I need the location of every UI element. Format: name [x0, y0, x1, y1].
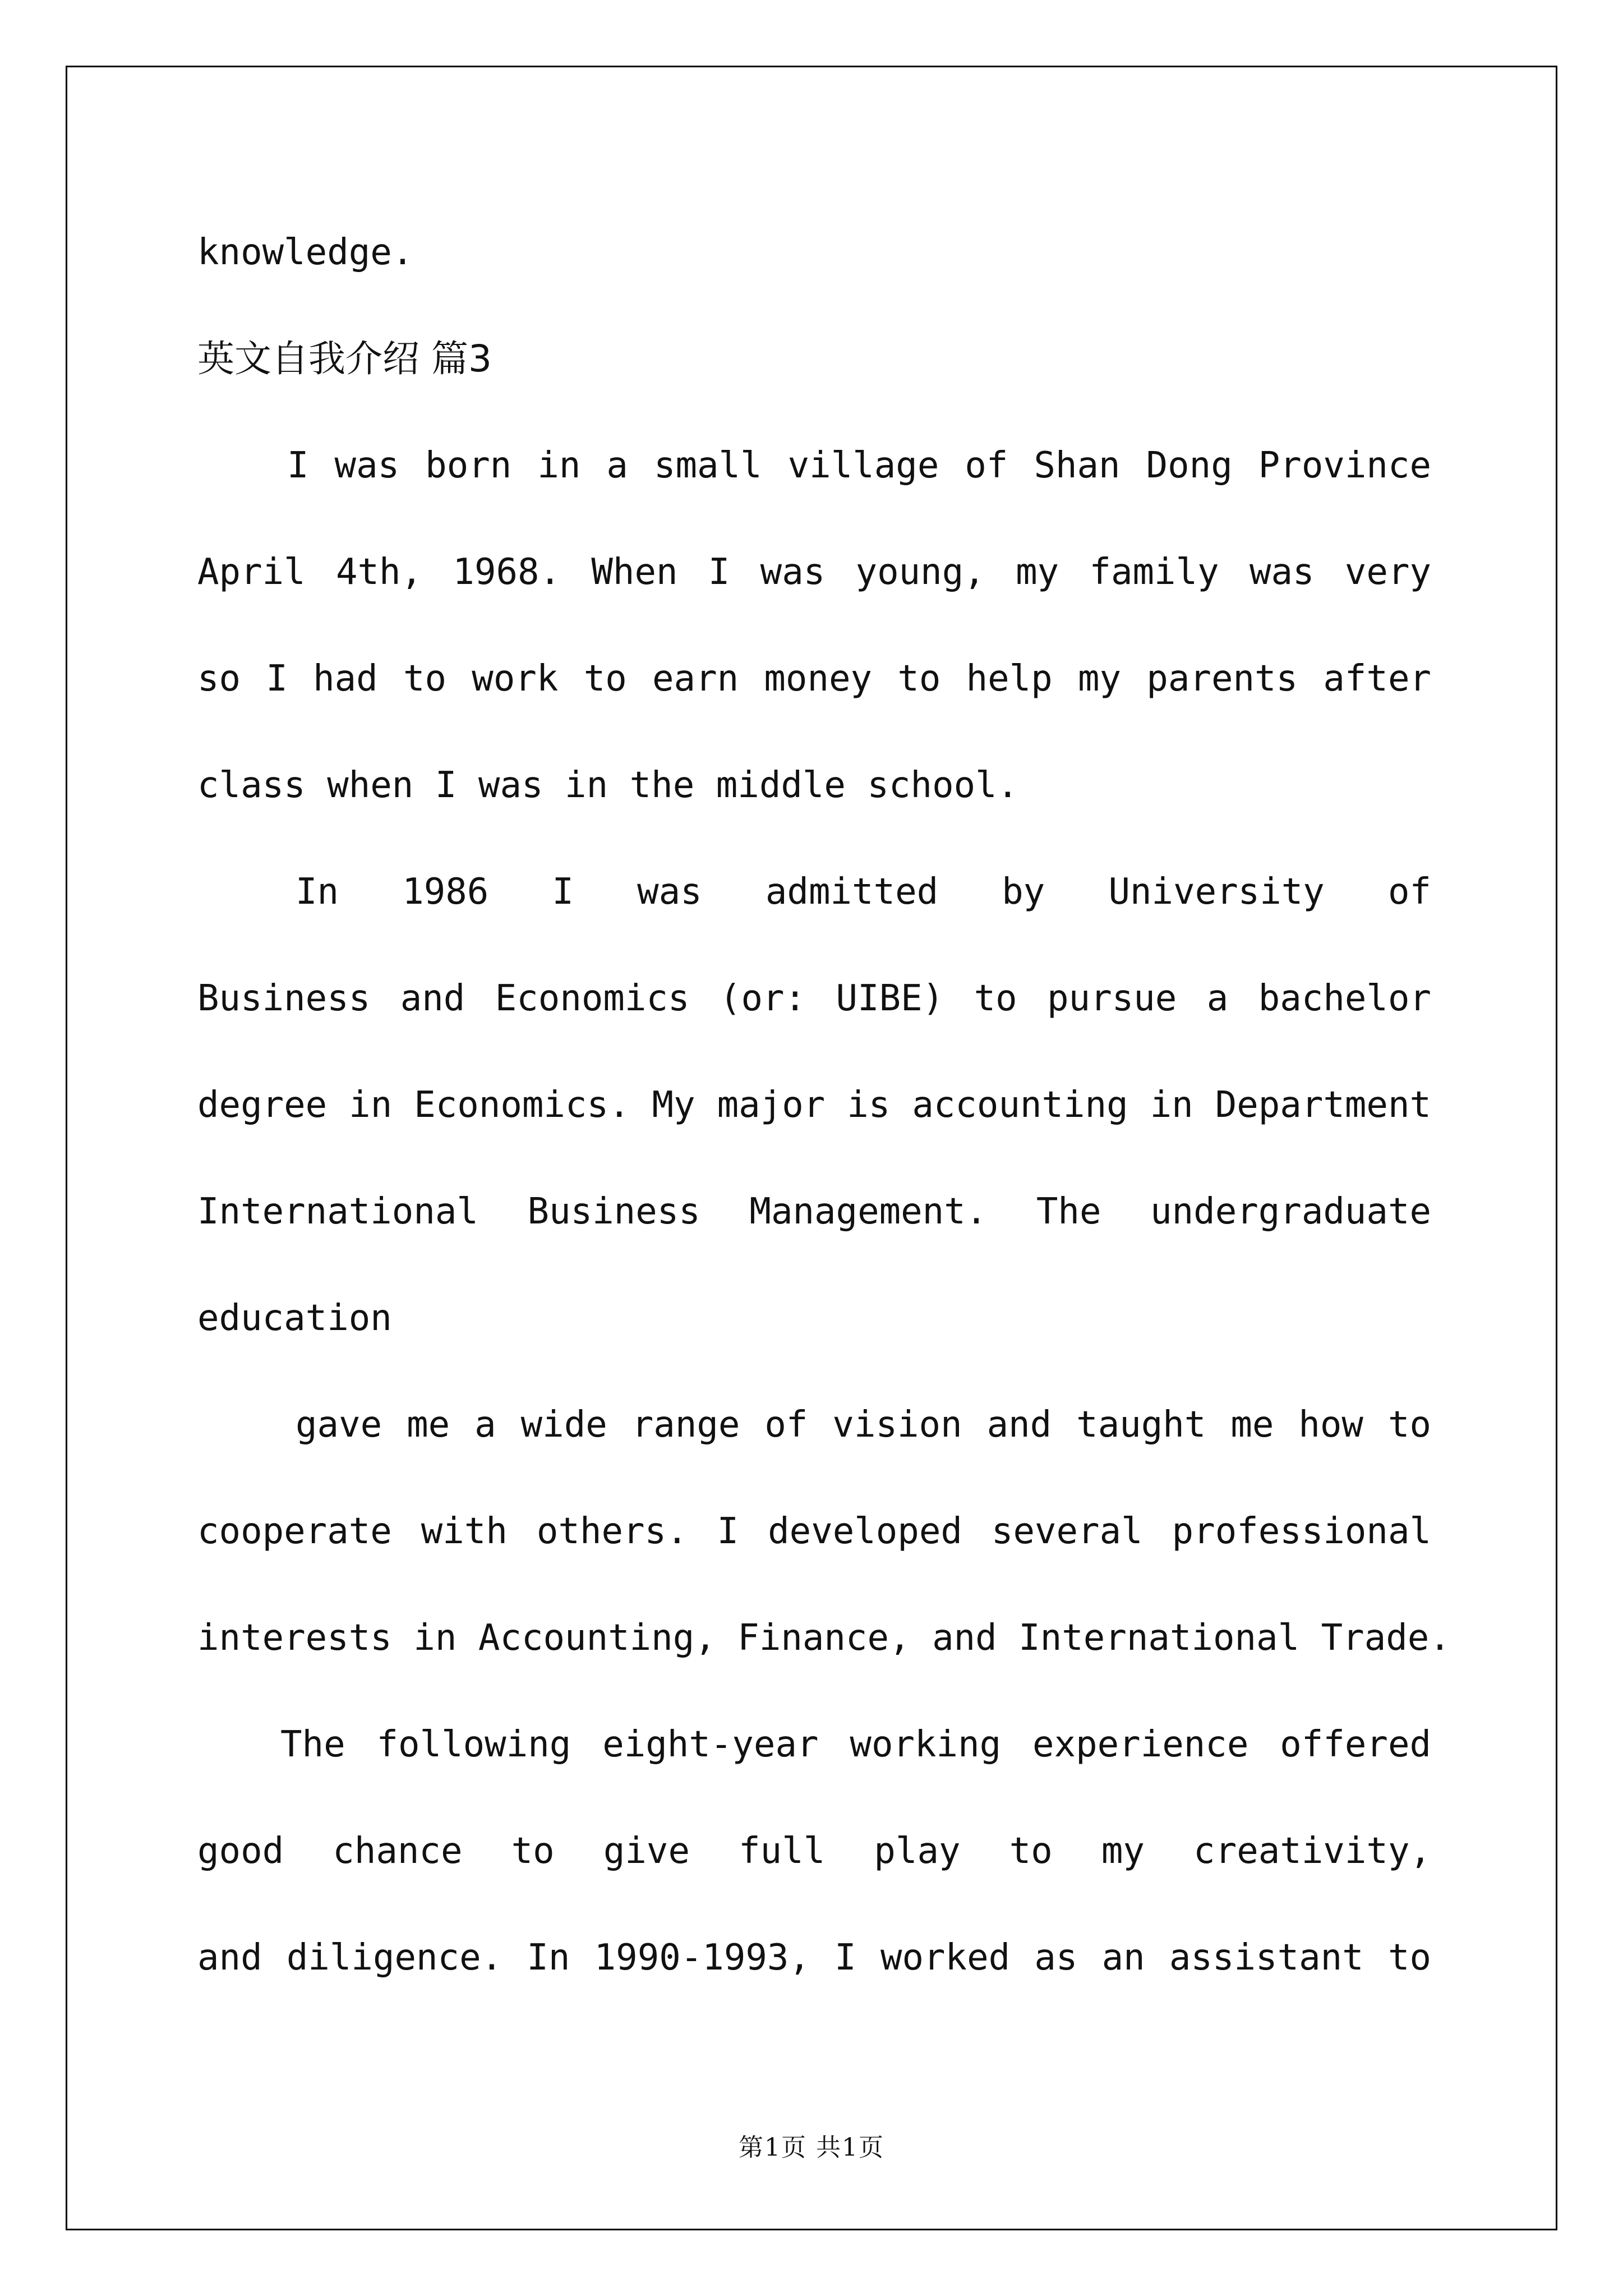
text-line: degree in Economics. My major is accounting in Department [197, 1084, 1431, 1126]
text-line: interests in Accounting, Finance, and International Trade. [197, 1617, 1451, 1659]
text-line: education [197, 1297, 392, 1339]
text-line: knowledge. [197, 232, 414, 273]
text-line: In 1986 I was admitted by University of [296, 871, 1431, 913]
page-number-footer: 第1页 共1页 [739, 2133, 884, 2162]
text-line: cooperate with others. I developed several professional [197, 1511, 1431, 1552]
document-body [197, 199, 1451, 2011]
text-line: The following eight-year working experience offered [280, 1724, 1431, 1765]
text-line: class when I was in the middle school. [197, 765, 1019, 806]
text-line: April 4th, 1968. When I was young, my family was very [197, 551, 1431, 593]
text-line: International Business Management. The undergraduate [197, 1191, 1431, 1232]
section-heading: 英文自我介绍 篇3 [197, 337, 492, 380]
text-line: gave me a wide range of vision and taught me how to [296, 1404, 1431, 1446]
text-line: good chance to give full play to my creativity, [197, 1830, 1431, 1872]
text-line: so I had to work to earn money to help my parents after [197, 658, 1431, 700]
text-line: Business and Economics (or: UIBE) to pursue a bachelor [197, 978, 1431, 1019]
text-line: and diligence. In 1990-1993, I worked as an assistant to [197, 1937, 1431, 1978]
text-line: I was born in a small village of Shan Dong Province [287, 445, 1431, 486]
